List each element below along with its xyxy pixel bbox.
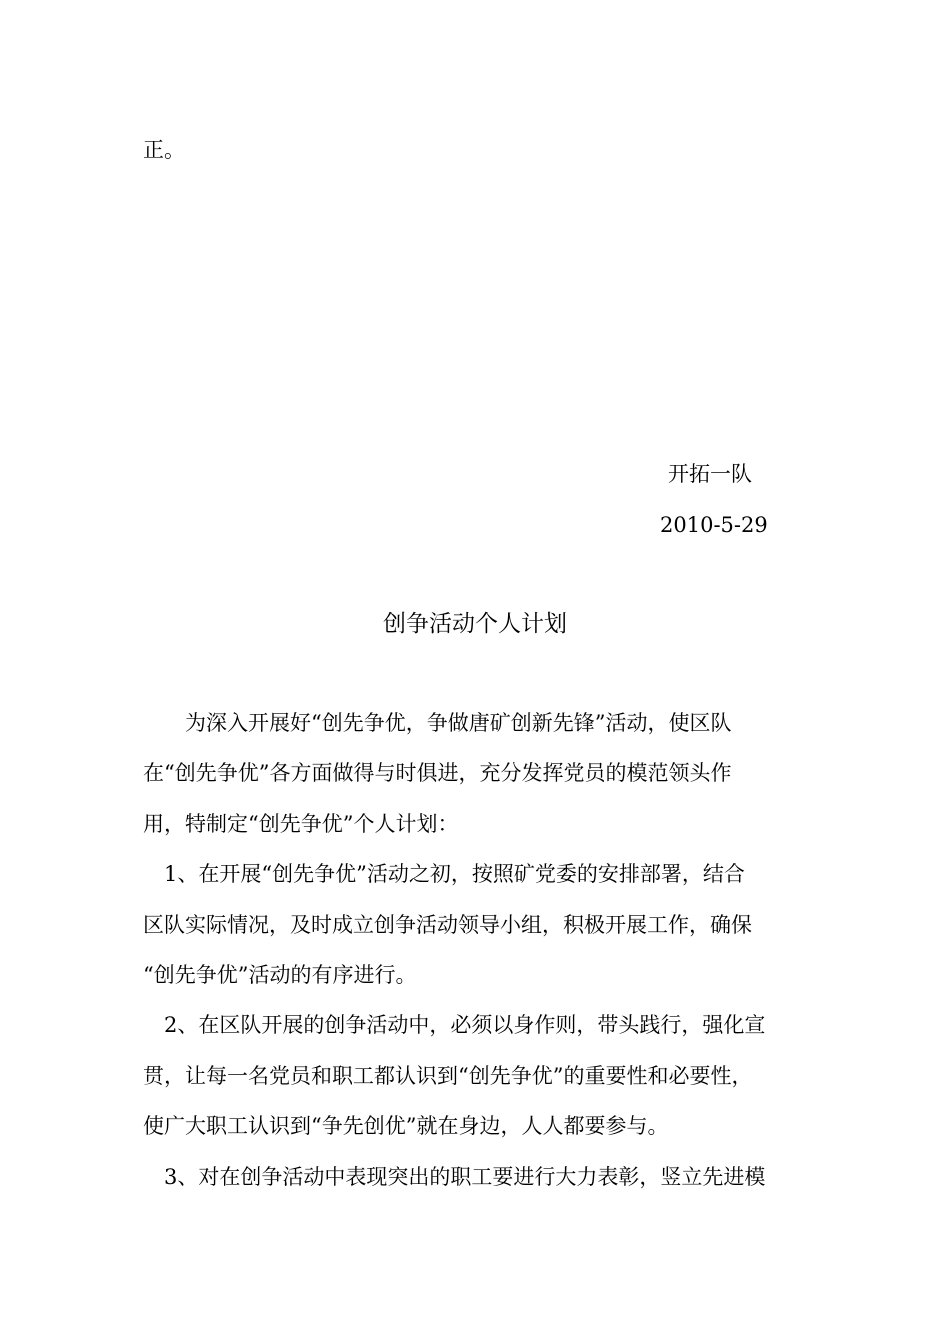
document-body [143, 709, 833, 1213]
signature-date: 2010-5-29 [660, 513, 768, 537]
body-line-item1-3: “创先争优”活动的有序进行。 [143, 962, 417, 987]
body-line-item1-1: 1、在开展“创先争优”活动之初，按照矿党委的安排部署，结合 [164, 862, 745, 887]
body-line-item2-1: 2、在区队开展的创争活动中，必须以身作则，带头践行，强化宣 [164, 1013, 766, 1038]
previous-section-tail-text: 正。 [143, 138, 185, 162]
body-line-intro-3: 用，特制定“创先争优”个人计划： [143, 811, 459, 836]
document-title: 创争活动个人计划 [383, 611, 567, 637]
body-line-item2-3: 使广大职工认识到“争先创优”就在身边，人人都要参与。 [143, 1114, 669, 1139]
body-line-intro-1: 为深入开展好“创先争优，争做唐矿创新先锋”活动，使区队 [185, 711, 732, 735]
body-line-item3-1: 3、对在创争活动中表现突出的职工要进行大力表彰，竖立先进模 [164, 1164, 766, 1189]
body-line-item2-2: 贯，让每一名党员和职工都认识到“创先争优”的重要性和必要性， [143, 1063, 753, 1088]
body-line-intro-2: 在“创先争优”各方面做得与时俱进，充分发挥党员的模范领头作 [143, 761, 732, 786]
signature-organization: 开拓一队 [668, 462, 752, 486]
body-line-item1-2: 区队实际情况，及时成立创争活动领导小组，积极开展工作，确保 [143, 912, 752, 937]
